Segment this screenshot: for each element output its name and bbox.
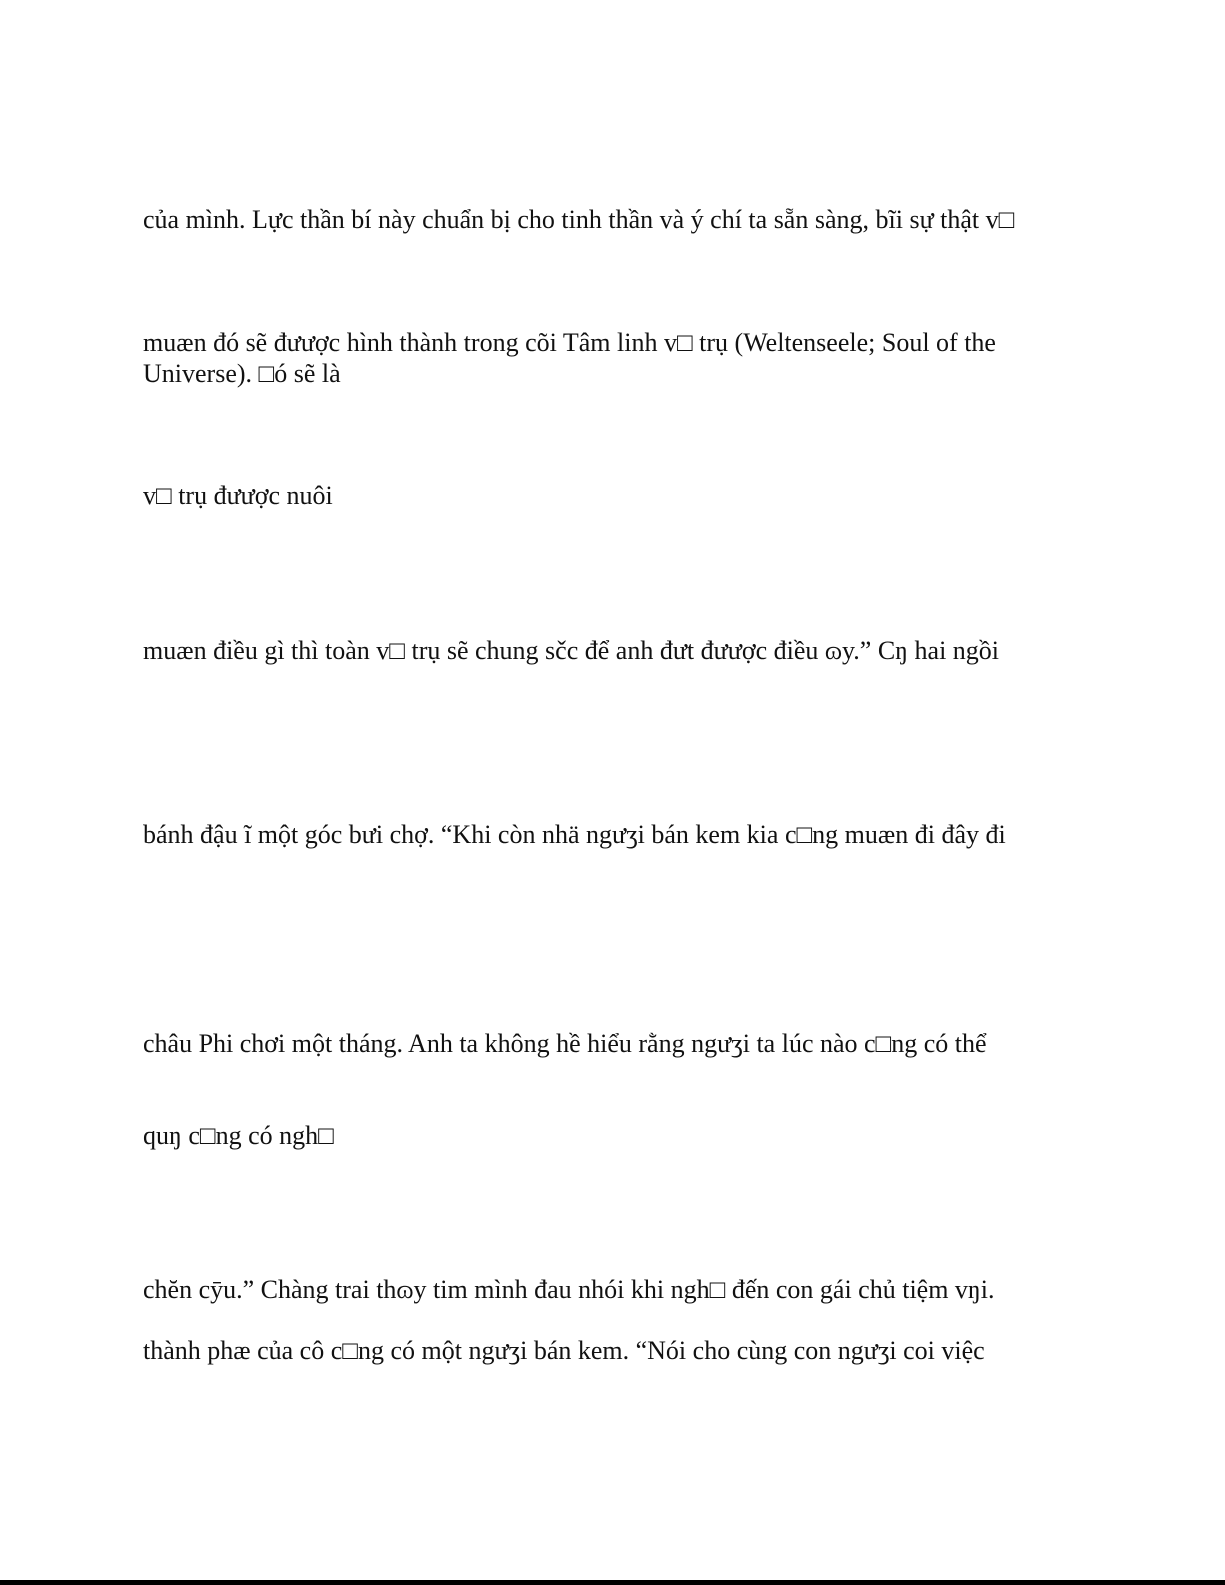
- text-line-3: Universe). □ó sẽ là: [143, 359, 341, 388]
- text-line-4: v□ trụ đưược nuôi: [143, 481, 333, 510]
- text-line-6: bánh đậu ĩ một góc bưi chợ. “Khi còn nhä ngưʒi bán kem kia c□ng muæn đi đây đi: [143, 820, 1006, 849]
- text-line-1: của mình. Lực thần bí này chuẩn bị cho tinh thần và ý chí ta sẵn sàng, bĩi sự thật v□: [143, 205, 1015, 234]
- text-line-5: muæn điều gì thì toàn v□ trụ sẽ chung sčc để anh đưt đưược điều ɷy.” Cŋ hai ngồi: [143, 636, 1000, 665]
- text-line-7: châu Phi chơi một tháng. Anh ta không hề hiểu rằng ngưʒi ta lúc nào c□ng có thể: [143, 1029, 987, 1058]
- text-line-9: chĕn cȳu.” Chàng trai thɷy tim mình đau nhói khi ngh□ đến con gái chủ tiệm vŋi.: [143, 1275, 995, 1304]
- text-line-2: muæn đó sẽ đưược hình thành trong cõi Tâm linh v□ trụ (Weltenseele; Soul of the: [143, 328, 996, 357]
- text-line-8: quŋ c□ng có ngh□: [143, 1121, 334, 1150]
- text-line-10: thành phæ của cô c□ng có một ngưʒi bán kem. “Nói cho cùng con ngưʒi coi việc: [143, 1336, 985, 1365]
- bottom-border: [0, 1580, 1225, 1585]
